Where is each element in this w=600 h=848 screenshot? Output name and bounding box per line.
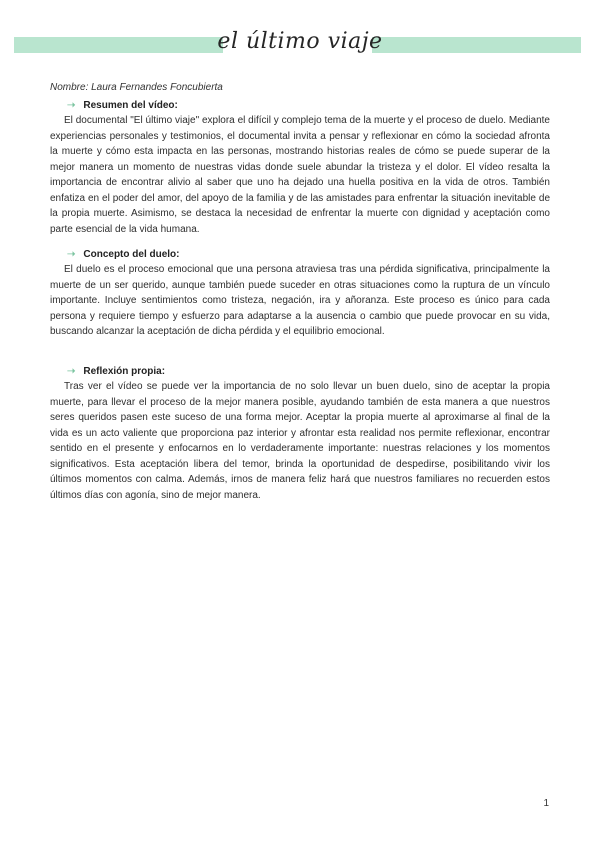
section-heading bbox=[50, 248, 550, 262]
section-heading-label: Resumen del vídeo: bbox=[83, 100, 178, 111]
section-grief-concept bbox=[50, 248, 550, 340]
author-name: Nombre: Laura Fernandes Foncubierta bbox=[50, 82, 223, 93]
section-body: Tras ver el vídeo se puede ver la importancia de no solo llevar un buen duelo, sino de aceptar la propia muerte, para llevar el proceso de la mejor manera posible, ayudando también de esta manera a que nuestros seres queridos pasen este suceso de una forma mejor. Aceptar la propia muerte al aproximarse al final de la vida es un acto valiente que proporciona paz interior y afrontar esta realidad nos permite reflexionar, encontrar sentido en el presente y enfocarnos en lo verdaderamente importante: nuestras relaciones y los momentos significativos. Esta aceptación libera del temor, brinda la oportunidad de despedirse, posibilitando vivir los últimos momentos con calma. Además, irnos de manera feliz hará que nuestros familiares no recuerden estos últimos días con agonía, sino de mejor manera. bbox=[50, 381, 550, 501]
right-arrow-icon: ➝ bbox=[67, 249, 76, 260]
section-body: El duelo es el proceso emocional que una persona atraviesa tras una pérdida significativa, principalmente la muerte de un ser querido, aunque también puede suceder en otras situaciones como la ruptura de un vínculo importante. Incluye sentimientos como tristeza, negación, ira y añoranza. Este proceso es único para cada persona y requiere tiempo y esfuerzo para adaptarse a la ausencia o cambio que puede provocar en su vida, buscando alcanzar la aceptación de dicha pérdida y el equilibrio emocional. bbox=[50, 264, 550, 337]
page-title: el último viaje bbox=[217, 29, 383, 54]
right-arrow-icon: ➝ bbox=[67, 100, 76, 111]
section-heading bbox=[50, 365, 550, 379]
section-heading bbox=[50, 99, 550, 113]
section-summary bbox=[50, 99, 550, 237]
page-number: 1 bbox=[543, 798, 549, 809]
section-heading-label: Concepto del duelo: bbox=[83, 249, 180, 260]
section-reflection bbox=[50, 365, 550, 503]
section-body: El documental "El último viaje" explora el difícil y complejo tema de la muerte y el proceso de duelo. Mediante experiencias personales y testimonios, el documental invita a pensar y reflexionar en cómo la sociedad afronta la muerte y cómo esta impacta en las personas, mostrando historias reales de cómo se puede superar de la mejor manera un momento de nuestras vidas donde suele abundar la tristeza y el dolor. El vídeo resalta la importancia de encontrar alivio al saber que uno ha dejado una huella positiva en la vida de otros. También enfatiza en el poder del amor, del apoyo de la familia y de las amistades para enfrentar la situación inevitable de la propia muerte. Asimismo, se destaca la necesidad de enfrentar la muerte con dignidad y aceptación como parte esencial de la vida humana. bbox=[50, 115, 550, 235]
right-arrow-icon: ➝ bbox=[67, 366, 76, 377]
section-heading-label: Reflexión propia: bbox=[83, 366, 166, 377]
